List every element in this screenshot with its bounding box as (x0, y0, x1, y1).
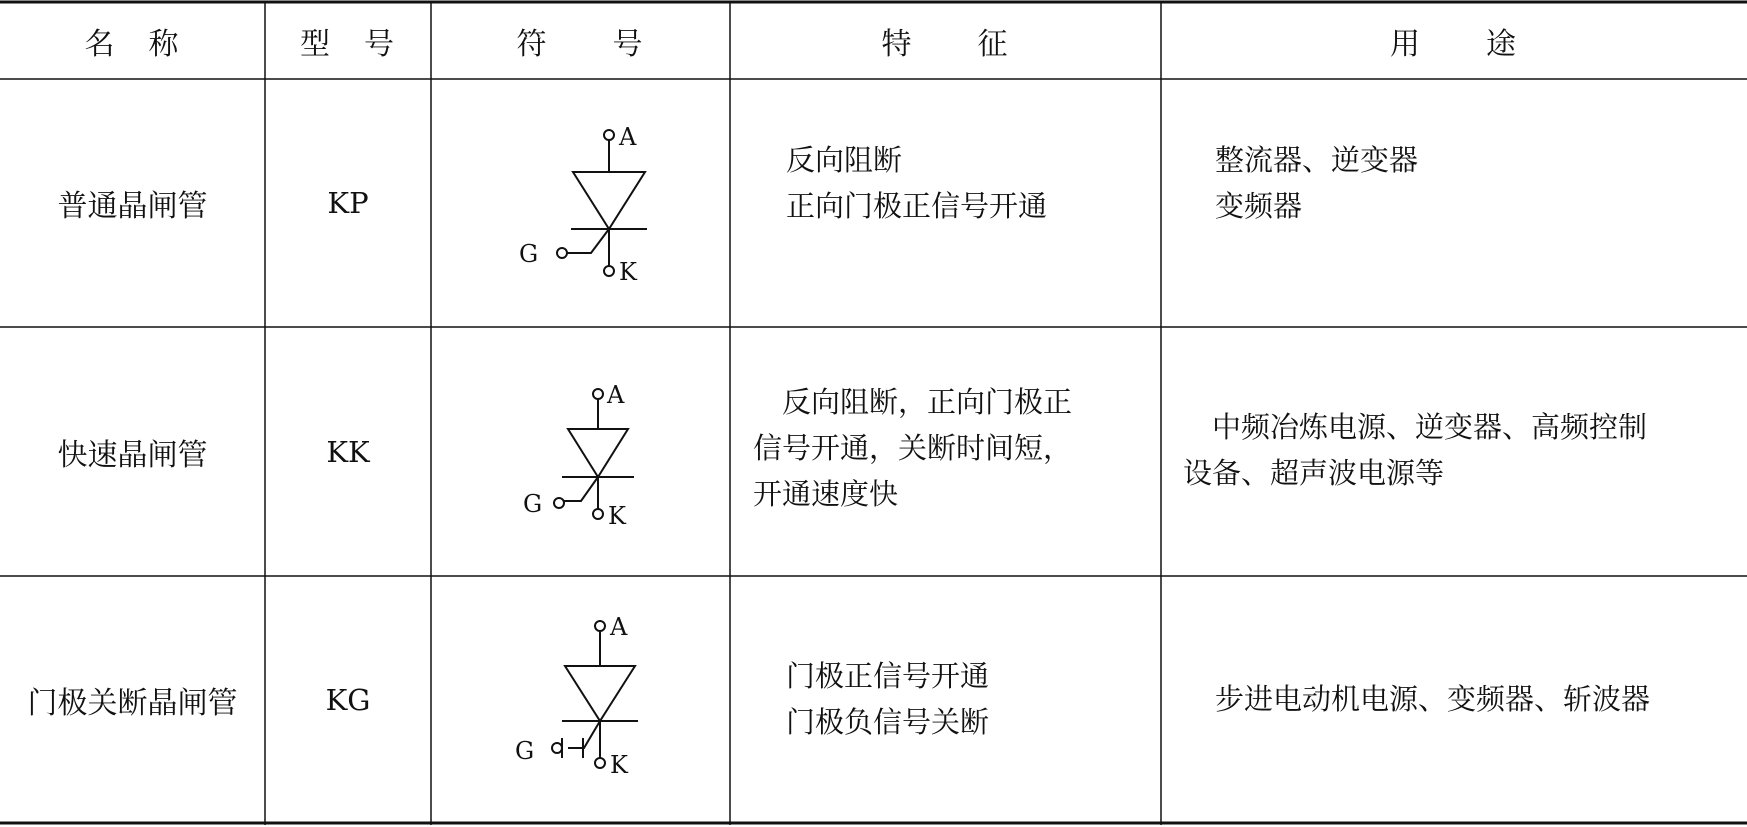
device-model: KP (327, 186, 369, 220)
usage-text (1215, 676, 1740, 722)
gate-label: G (523, 490, 543, 518)
header-usage: 用 途 (1390, 26, 1518, 62)
gto-thyristor-symbol (431, 576, 730, 823)
anode-label: A (619, 123, 637, 151)
feature-line: 门极负信号关断 (786, 705, 990, 739)
device-name: 普通晶闸管 (57, 189, 208, 224)
feature-text (753, 379, 1153, 517)
header-model: 型 号 (300, 26, 396, 62)
device-name: 门极关断晶闸管 (27, 685, 238, 721)
feature-text (786, 653, 1156, 745)
device-model: KG (325, 682, 371, 717)
header-name: 名 称 (84, 26, 181, 62)
anode-label: A (610, 613, 628, 641)
usage-line: 变频器 (1215, 189, 1303, 223)
gate-label: G (515, 737, 535, 765)
feature-line: 开通速度快 (753, 477, 899, 511)
feature-line: 信号开通，关断时间短， (753, 431, 1073, 465)
feature-line: 反向阻断 (786, 143, 903, 177)
thyristor-symbol (431, 79, 730, 327)
anode-label: A (607, 381, 625, 409)
feature-line: 反向阻断，正向门极正 (753, 385, 1073, 419)
feature-line: 正向门极正信号开通 (786, 189, 1048, 223)
usage-text (1183, 404, 1743, 496)
feature-line: 门极正信号开通 (786, 659, 990, 693)
feature-text (786, 137, 1156, 229)
cathode-label: K (610, 751, 628, 779)
header-symbol: 符 号 (516, 26, 645, 62)
usage-line: 中频冶炼电源、逆变器、高频控制 (1183, 410, 1648, 444)
gate-label: G (519, 240, 539, 268)
cathode-label: K (619, 258, 637, 286)
cathode-label: K (608, 502, 626, 530)
header-feature: 特 征 (881, 26, 1010, 62)
usage-text (1215, 137, 1740, 229)
thyristor-symbol (431, 327, 730, 576)
usage-line: 设备、超声波电源等 (1183, 456, 1445, 490)
usage-line: 步进电动机电源、变频器、斩波器 (1215, 682, 1651, 716)
usage-line: 整流器、逆变器 (1215, 143, 1419, 177)
device-name: 快速晶闸管 (57, 437, 208, 473)
device-model: KK (326, 434, 370, 469)
